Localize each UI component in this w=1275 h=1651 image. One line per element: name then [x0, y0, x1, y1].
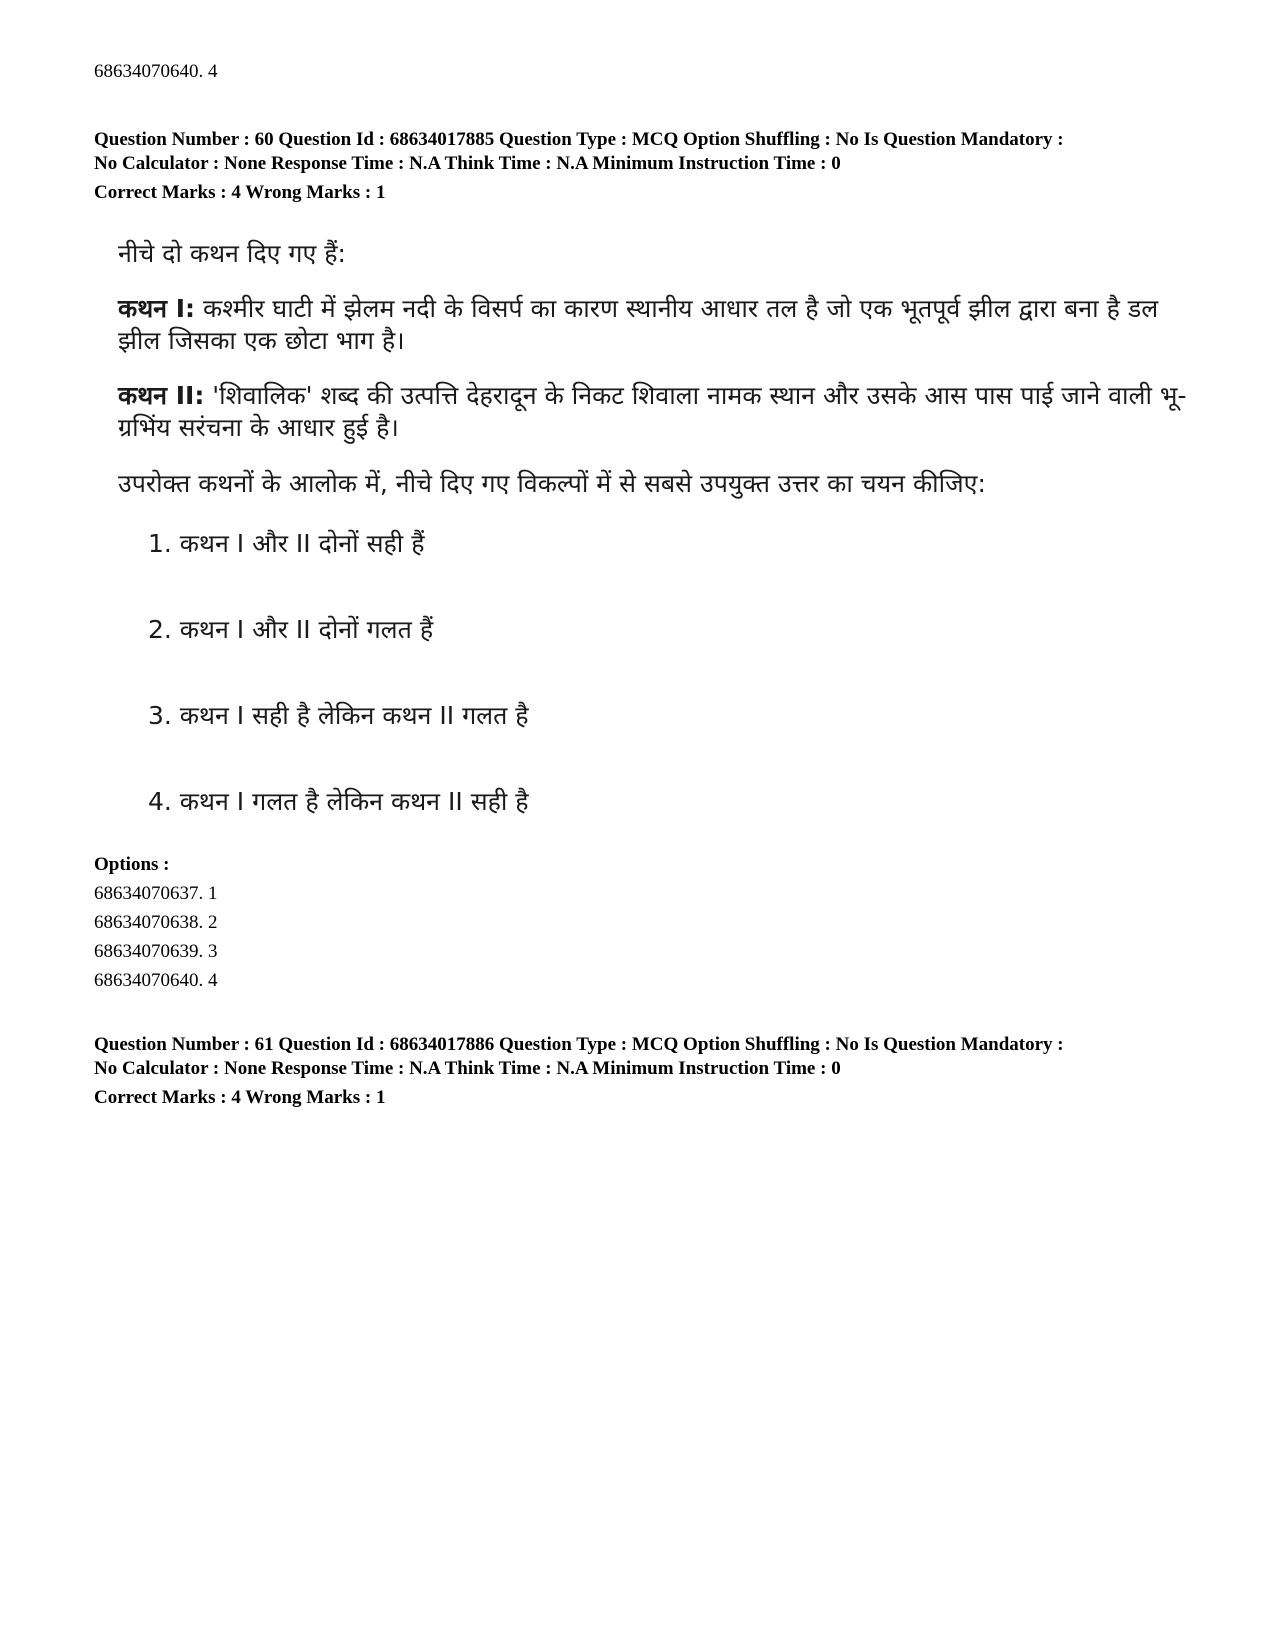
- question-61-header-line1: Question Number : 61 Question Id : 68634017886 Question Type : MCQ Option Shuffling : No Is Question Mandatory :: [94, 1034, 1064, 1055]
- statement-2-text: 'शिवालिक' शब्द की उत्पत्ति देहरादून के निकट शिवाला नामक स्थान और उसके आस पास पाई जाने वाली भू-ग्रभिंय सरंचना के आधार हुई है।: [118, 381, 1187, 442]
- statement-1: [118, 293, 1198, 357]
- statement-1-text: कश्मीर घाटी में झेलम नदी के विसर्प का कारण स्थानीय आधार तल है जो एक भूतपूर्व झील द्वारा बना है डल झील जिसका एक छोटा भाग है।: [118, 294, 1159, 355]
- option-2: 68634070638. 2: [94, 912, 218, 933]
- question-intro: [118, 238, 1198, 270]
- statement-2-label: कथन II:: [118, 381, 205, 410]
- question-60-marks: Correct Marks : 4 Wrong Marks : 1: [94, 182, 386, 203]
- option-4: 68634070640. 4: [94, 970, 218, 991]
- question-intro-text: नीचे दो कथन दिए गए हैं:: [118, 239, 346, 268]
- choice-4: 4. कथन I गलत है लेकिन कथन II सही है: [148, 787, 529, 816]
- question-60-header-line2: No Calculator : None Response Time : N.A Think Time : N.A Minimum Instruction Time : 0: [94, 153, 841, 174]
- options-label: Options :: [94, 854, 170, 875]
- choice-3: 3. कथन I सही है लेकिन कथन II गलत है: [148, 701, 529, 730]
- previous-answer: 68634070640. 4: [94, 61, 218, 82]
- option-3: 68634070639. 3: [94, 941, 218, 962]
- question-instruction: [118, 468, 1198, 500]
- statement-2: [118, 380, 1198, 444]
- question-instruction-text: उपरोक्त कथनों के आलोक में, नीचे दिए गए विकल्पों में से सबसे उपयुक्त उत्तर का चयन कीजिए:: [118, 469, 986, 498]
- choice-1: 1. कथन I और II दोनों सही हैं: [148, 529, 425, 558]
- question-61-header-line2: No Calculator : None Response Time : N.A Think Time : N.A Minimum Instruction Time : 0: [94, 1058, 841, 1079]
- question-61-header: [94, 1033, 1204, 1110]
- statement-1-label: कथन I:: [118, 294, 196, 323]
- question-60-header: [94, 128, 1204, 205]
- question-60-header-line1: Question Number : 60 Question Id : 68634017885 Question Type : MCQ Option Shuffling : No Is Question Mandatory :: [94, 129, 1064, 150]
- option-1: 68634070637. 1: [94, 883, 218, 904]
- question-61-marks: Correct Marks : 4 Wrong Marks : 1: [94, 1087, 386, 1108]
- options-block: [94, 850, 218, 995]
- choice-2: 2. कथन I और II दोनों गलत हैं: [148, 615, 434, 644]
